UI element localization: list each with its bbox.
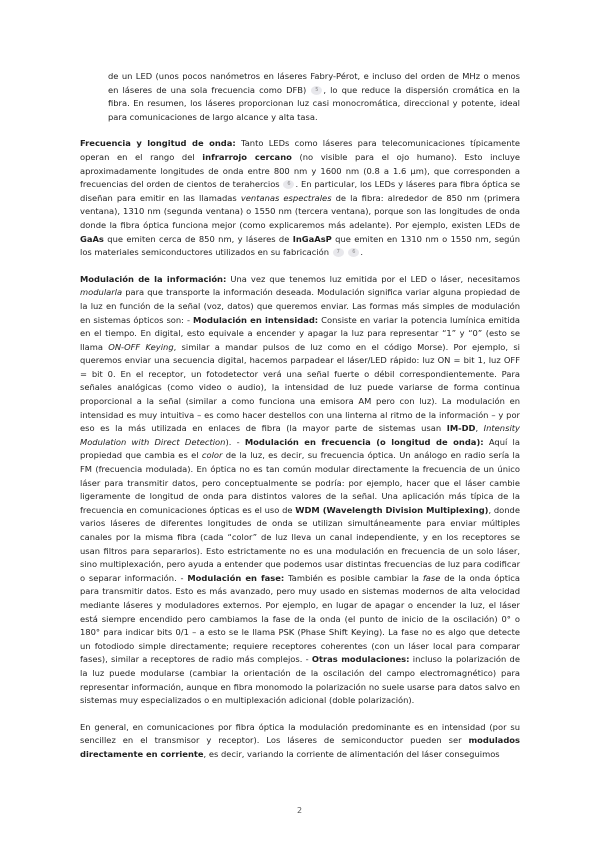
- bold-term: modulados directamente en corriente: [80, 735, 520, 759]
- italic-term: ON-OFF Keying: [108, 341, 174, 352]
- bold-term: IM-DD: [446, 423, 476, 434]
- text-run: .: [360, 247, 364, 258]
- text-run: (no visible para el ojo humano). Esto incluye aproximadamente longitudes de onda entre 800 nm y 1600 nm (0.8 a 1.6 µm), que corresponden a frecuencias del orden de cientos de terahercios: [80, 151, 521, 190]
- paragraph-gap: [80, 708, 520, 721]
- text-run: También es posible cambiar la: [284, 572, 423, 583]
- text-run: que emiten en 1310 nm o 1550 nm, según los materiales semiconductores utilizados en su fabricación: [80, 233, 520, 258]
- bold-term: Modulación en intensidad:: [193, 314, 319, 325]
- paragraph-laser-summary: [80, 70, 520, 124]
- bold-term: InGaAsP: [292, 233, 332, 244]
- italic-term: fase: [422, 572, 441, 583]
- text-run: que emiten cerca de 850 nm, y láseres de: [103, 233, 293, 244]
- text-run: de la onda óptica para transmitir datos. Esto es más avanzado, pero muy usado en sistemas modernos de alta velocidad mediante láseres y moduladores externos. Por ejemplo, en lugar de apagar o encender la luz, el láser está siempre encendido pero cambiamos la fase de la onda (el punto de inicio de la oscilación) 0° o 180° para indicar bits 0/1 – a esto se le llama PSK (Phase Shift Keying). La fase no es algo que detecte un fotodiodo simple directamente; requiere receptores coherentes (con un láser local para comparar fases), similar a receptores de radio más complejos. -: [80, 572, 520, 665]
- text-run: de la fibra: alrededor de 850 nm (primera ventana), 1310 nm (segunda ventana) o 1550 nm (tercera ventana), porque son las longitudes de onda donde la fibra óptica funciona mejor (como explicaremos más adelante). Por ejemplo, existen LEDs de: [80, 192, 520, 230]
- text-run: ). -: [225, 436, 245, 447]
- bold-term: Modulación en fase:: [187, 572, 285, 583]
- italic-term: color: [201, 450, 223, 461]
- bold-term: GaAs: [80, 233, 104, 244]
- text-run: Una vez que tenemos luz emitida por el LED o láser, necesitamos: [226, 273, 520, 284]
- page-number: 2: [296, 806, 303, 815]
- paragraph-modulation: [80, 273, 520, 708]
- paragraph-gap: [80, 260, 520, 273]
- text-run: , donde varios láseres de diferentes longitudes de onda se utilizan simultáneamente para enviar múltiples canales por la misma fibra (cada “color” de luz lleva un canal independiente, y en los receptores se usan filtros para separarlos). Esto estrictamente no es una modulación en frecuencia de un solo láser, sino multiplexación, pero ayuda a entender que podemos usar distintas frecuencias de luz para codificar o separar información. -: [80, 504, 520, 583]
- text-run: Tanto LEDs como láseres para telecomunicaciones típicamente operan en el rango del: [80, 138, 520, 162]
- paragraph-heading: Frecuencia y longitud de onda:: [80, 138, 236, 149]
- document-page: [80, 70, 520, 762]
- bold-term: infrarrojo cercano: [202, 151, 292, 162]
- text-run: , lo que reduce la dispersión cromática en la fibra. En resumen, los láseres proporcionan luz casi monocromática, direccional y potente, ideal para comunicaciones de largo alcance y alta tasa.: [108, 84, 521, 122]
- citation-badge[interactable]: 5: [311, 86, 322, 95]
- italic-term: ventanas espectrales: [240, 192, 332, 203]
- text-run: Consiste en variar la potencia lumínica emitida en el tiempo. En digital, esto equivale a encender y apagar la luz para representar “1” y “0” (esto se llama: [80, 314, 520, 352]
- italic-term: Intensity Modulation with Direct Detection: [80, 423, 520, 447]
- text-run: . En particular, los LEDs y láseres para fibra óptica se diseñan para emitir en las llamadas: [80, 179, 520, 203]
- paragraph-heading: Modulación de la información:: [80, 273, 227, 284]
- text-run: Aquí la propiedad que cambia es el: [80, 436, 520, 461]
- citation-badge[interactable]: 6: [348, 248, 359, 257]
- text-run: de la luz, es decir, su frecuencia óptica. Un análogo en radio sería la FM (frecuencia modulada). En óptica no es tan común modular directamente la frecuencia de un único láser para transmitir datos, pero conceptualmente se podría: por ejemplo, hacer que el láser cambie ligeramente de longitud de onda para distintos valores de la señal. Una aplicación más típica de la frecuencia en comunicaciones ópticas es el uso de: [80, 450, 520, 515]
- text-run: , similar a mandar pulsos de luz como en el código Morse). Por ejemplo, si queremos enviar una secuencia digital, hacemos parpadear el láser/LED rápido: luz ON = bit 1, luz OFF = bit 0. En el receptor, un fotodetector verá una señal fuerte o débil correspondientemente. Para señales analógicas (como video o audio), la intensidad de luz puede variarse de forma continua proporcional a la señal (similar a como funciona una emisora AM pero con luz). La modulación en intensidad es muy intuitiva – es como hacer destellos con una linterna al ritmo de la información – y por eso es la más utilizada en enlaces de fibra (la mayor parte de sistemas usan: [80, 341, 520, 434]
- text-run: , es decir, variando la corriente de alimentación del láser conseguimos: [203, 748, 500, 759]
- paragraph-frequency-wavelength: [80, 137, 520, 259]
- text-run: para que transporte la información deseada. Modulación significa variar alguna propiedad de la luz en función de la señal (voz, datos) que queremos enviar. Las formas más simples de modulación en sistemas ópticos son: -: [80, 287, 520, 325]
- text-run: En general, en comunicaciones por fibra óptica la modulación predominante es en intensidad (por su sencillez en el transmisor y receptor). Los láseres de semiconductor pueden ser: [80, 721, 520, 746]
- text-run: incluso la polarización de la luz puede modularse (cambiar la orientación de la oscilación del campo electromagnético) para representar información, aunque en fibra monomodo la polarización no suele usarse para datos salvo en sistemas muy especializados o en multiplexación adicional (doble polarización).: [80, 654, 520, 706]
- bold-term: Modulación en frecuencia (o longitud de onda):: [244, 436, 484, 447]
- bold-term: Otras modulaciones:: [311, 654, 410, 665]
- citation-badge[interactable]: 7: [333, 248, 344, 257]
- text-run: ,: [475, 423, 484, 434]
- bold-term: WDM (Wavelength Division Multiplexing): [295, 504, 489, 515]
- text-run: de un LED (unos pocos nanómetros en láseres Fabry-Pérot, e incluso del orden de MHz o menos en láseres de una sola frecuencia como DFB): [108, 71, 520, 95]
- paragraph-general: [80, 721, 520, 762]
- italic-term: modularla: [80, 287, 123, 298]
- citation-badge[interactable]: 6: [283, 180, 294, 189]
- paragraph-gap: [80, 124, 520, 137]
